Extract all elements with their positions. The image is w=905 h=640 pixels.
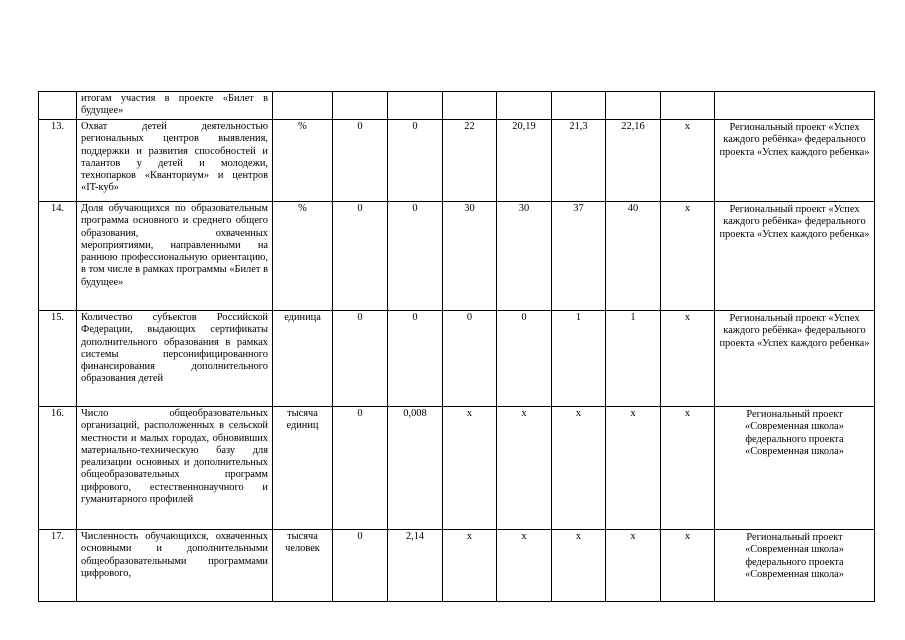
- value-cell: 1: [552, 311, 606, 407]
- source-cell: Региональный проект «Современная школа» федерального проекта «Современная школа»: [715, 407, 875, 530]
- unit-cell: тысяча единиц: [273, 407, 333, 530]
- value-cell: x: [661, 311, 715, 407]
- value-cell: 0: [333, 202, 388, 311]
- value-cell: [388, 92, 443, 120]
- value-cell: 0: [333, 120, 388, 202]
- value-cell: 0: [388, 202, 443, 311]
- value-cell: 40: [606, 202, 661, 311]
- row-number: 15.: [39, 311, 77, 407]
- value-cell: 0: [333, 311, 388, 407]
- table-row: [39, 530, 875, 602]
- value-cell: 0: [443, 311, 497, 407]
- value-cell: 30: [497, 202, 552, 311]
- indicator-name: Доля обучающихся по образовательным программа основного и среднего общего образования, охваченных мероприятиями, направленными на раннюю профессиональную ориентацию, в том числе в рамках программы «Билет в будущее»: [77, 202, 273, 311]
- unit-cell: тысяча человек: [273, 530, 333, 602]
- row-number: 14.: [39, 202, 77, 311]
- row-number: [39, 92, 77, 120]
- value-cell: 30: [443, 202, 497, 311]
- value-cell: 0: [388, 311, 443, 407]
- indicator-name: итогам участия в проекте «Билет в будущее»: [77, 92, 273, 120]
- value-cell: x: [443, 530, 497, 602]
- source-cell: [715, 92, 875, 120]
- value-cell: x: [661, 120, 715, 202]
- value-cell: 0: [388, 120, 443, 202]
- value-cell: x: [497, 407, 552, 530]
- unit-cell: %: [273, 120, 333, 202]
- value-cell: 20,19: [497, 120, 552, 202]
- value-cell: 0,008: [388, 407, 443, 530]
- table-row: [39, 311, 875, 407]
- value-cell: 0: [497, 311, 552, 407]
- source-cell: Региональный проект «Современная школа» федерального проекта «Современная школа»: [715, 530, 875, 602]
- row-number: 16.: [39, 407, 77, 530]
- source-cell: Региональный проект «Успех каждого ребёнка» федерального проекта «Успех каждого ребенка»: [715, 202, 875, 311]
- value-cell: x: [661, 530, 715, 602]
- indicator-name: Количество субъектов Российской Федерации, выдающих сертификаты дополнительного образования в рамках системы персонифицированного финансирования дополнительного образования детей: [77, 311, 273, 407]
- value-cell: x: [552, 530, 606, 602]
- unit-cell: единица: [273, 311, 333, 407]
- table-row: [39, 92, 875, 120]
- value-cell: x: [661, 407, 715, 530]
- table-row: [39, 120, 875, 202]
- indicator-name: Охват детей деятельностью региональных центров выявления, поддержки и развития способностей и талантов у детей и молодежи, технопарков «Кванториум» и центров «IT-куб»: [77, 120, 273, 202]
- table-row: [39, 407, 875, 530]
- value-cell: 22: [443, 120, 497, 202]
- unit-cell: %: [273, 202, 333, 311]
- unit-cell: [273, 92, 333, 120]
- value-cell: 0: [333, 407, 388, 530]
- indicator-name: Численность обучающихся, охваченных основными и дополнительными общеобразовательными программами цифрового,: [77, 530, 273, 602]
- row-number: 13.: [39, 120, 77, 202]
- value-cell: [552, 92, 606, 120]
- value-cell: [497, 92, 552, 120]
- value-cell: x: [606, 407, 661, 530]
- value-cell: 37: [552, 202, 606, 311]
- source-cell: Региональный проект «Успех каждого ребёнка» федерального проекта «Успех каждого ребенка»: [715, 311, 875, 407]
- value-cell: 1: [606, 311, 661, 407]
- value-cell: 2,14: [388, 530, 443, 602]
- value-cell: x: [606, 530, 661, 602]
- value-cell: x: [497, 530, 552, 602]
- value-cell: [661, 92, 715, 120]
- value-cell: 22,16: [606, 120, 661, 202]
- indicators-table: [38, 91, 875, 602]
- value-cell: 21,3: [552, 120, 606, 202]
- row-number: 17.: [39, 530, 77, 602]
- indicator-name: Число общеобразовательных организаций, расположенных в сельской местности и малых городах, обновивших материально-техническую базу для реализации основных и дополнительных общеобразовательных программ цифрового, естественнонаучного и гуманитарного профилей: [77, 407, 273, 530]
- source-cell: Региональный проект «Успех каждого ребёнка» федерального проекта «Успех каждого ребенка»: [715, 120, 875, 202]
- value-cell: x: [661, 202, 715, 311]
- value-cell: [333, 92, 388, 120]
- value-cell: x: [552, 407, 606, 530]
- value-cell: 0: [333, 530, 388, 602]
- value-cell: [443, 92, 497, 120]
- value-cell: x: [443, 407, 497, 530]
- table-row: [39, 202, 875, 311]
- value-cell: [606, 92, 661, 120]
